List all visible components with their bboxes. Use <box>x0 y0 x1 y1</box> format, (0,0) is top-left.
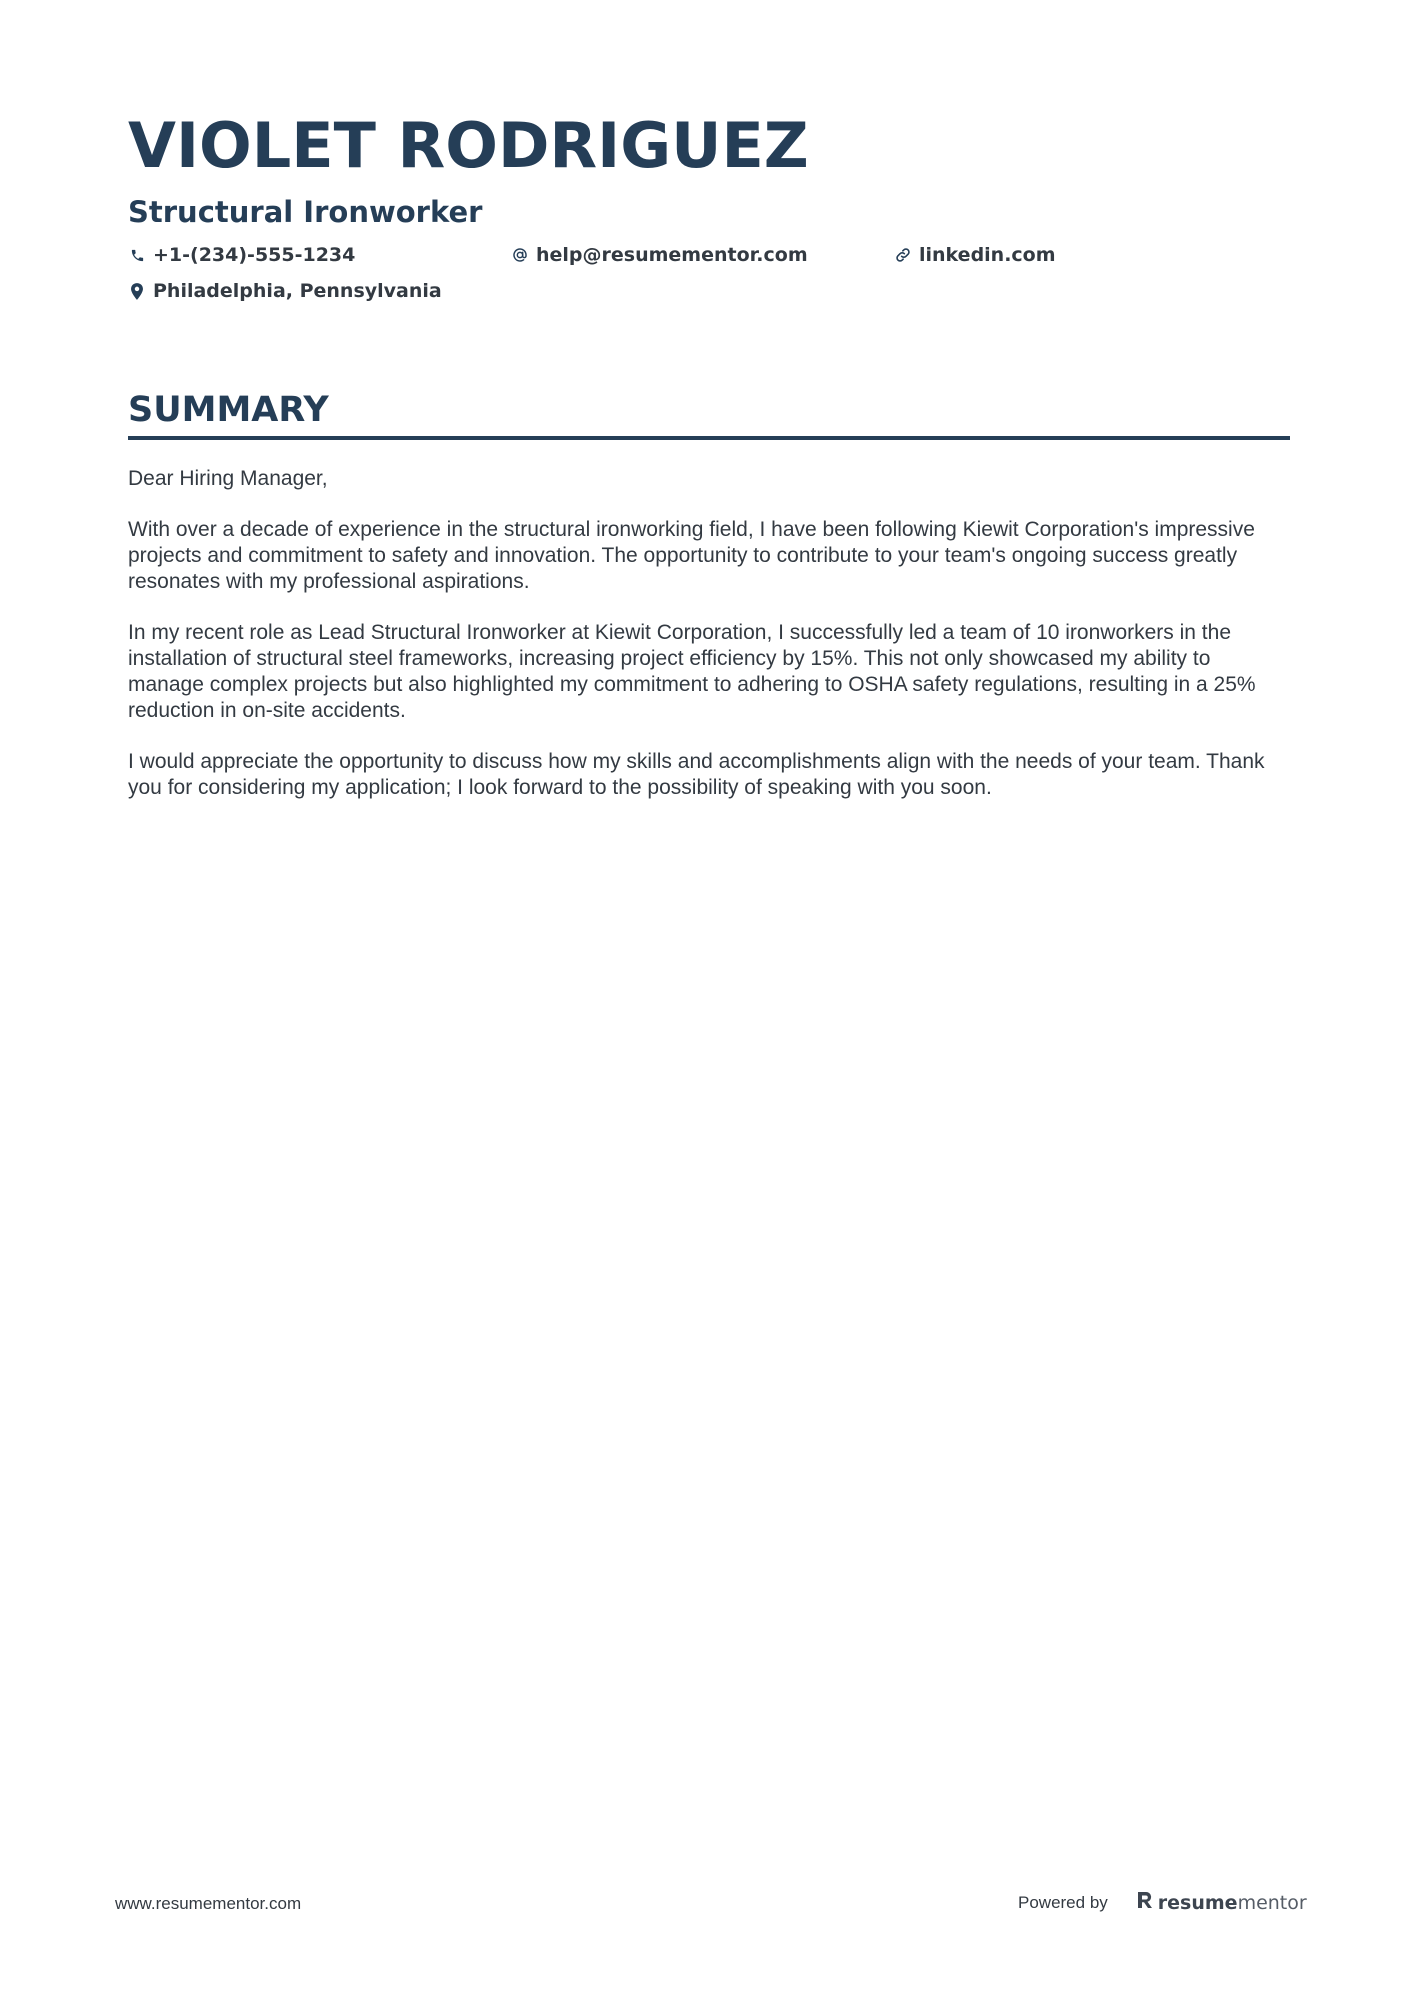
at-icon <box>511 246 529 264</box>
contact-email <box>511 240 808 270</box>
section-divider <box>128 436 1290 440</box>
letter-greeting: Dear Hiring Manager, <box>128 467 328 490</box>
brand-name-light: mentor <box>1237 1891 1307 1914</box>
contact-phone <box>128 240 355 270</box>
link-text[interactable]: linkedin.com <box>919 244 1056 266</box>
footer-website[interactable]: www.resumementor.com <box>115 1894 302 1913</box>
summary-section <box>128 388 1290 826</box>
cover-letter-body <box>128 466 1290 801</box>
phone-icon <box>128 246 146 264</box>
powered-by-label: Powered by <box>1018 1892 1108 1912</box>
contact-location <box>128 276 442 306</box>
brand-mark-icon <box>1136 1890 1154 1915</box>
email-address: help@resumementor.com <box>536 244 808 266</box>
link-icon <box>894 246 912 264</box>
brand-name-bold: resume <box>1157 1891 1238 1914</box>
location-text: Philadelphia, Pennsylvania <box>153 280 442 302</box>
contact-info <box>128 236 1288 316</box>
letter-paragraph: I would appreciate the opportunity to discuss how my skills and accomplishments align with the needs of your team. Thank you for considering my application; I look forward to the possibility of speaking with you soon. <box>128 750 1265 799</box>
resume-header <box>128 108 1288 316</box>
location-pin-icon <box>128 282 146 300</box>
job-title: Structural Ironworker <box>128 195 483 229</box>
letter-paragraph: In my recent role as Lead Structural Ironworker at Kiewit Corporation, I successfully led a team of 10 ironworkers in the installation of structural steel frameworks, increasing project efficiency by 15%. This not only showcased my ability to manage complex projects but also highlighted my commitment to adhering to OSHA safety regulations, resulting in a 25% reduction in on-site accidents. <box>128 621 1256 722</box>
letter-paragraph: With over a decade of experience in the structural ironworking field, I have been following Kiewit Corporation's impressive projects and commitment to safety and innovation. The opportunity to contribute to your team's ongoing success greatly resonates with my professional aspirations. <box>128 518 1255 593</box>
brand-logo <box>1136 1890 1307 1915</box>
phone-number: +1-(234)-555-1234 <box>153 244 356 266</box>
footer-branding <box>1018 1890 1307 1915</box>
section-heading: SUMMARY <box>128 390 329 430</box>
contact-link <box>894 240 1056 270</box>
candidate-name: VIOLET RODRIGUEZ <box>128 109 809 182</box>
